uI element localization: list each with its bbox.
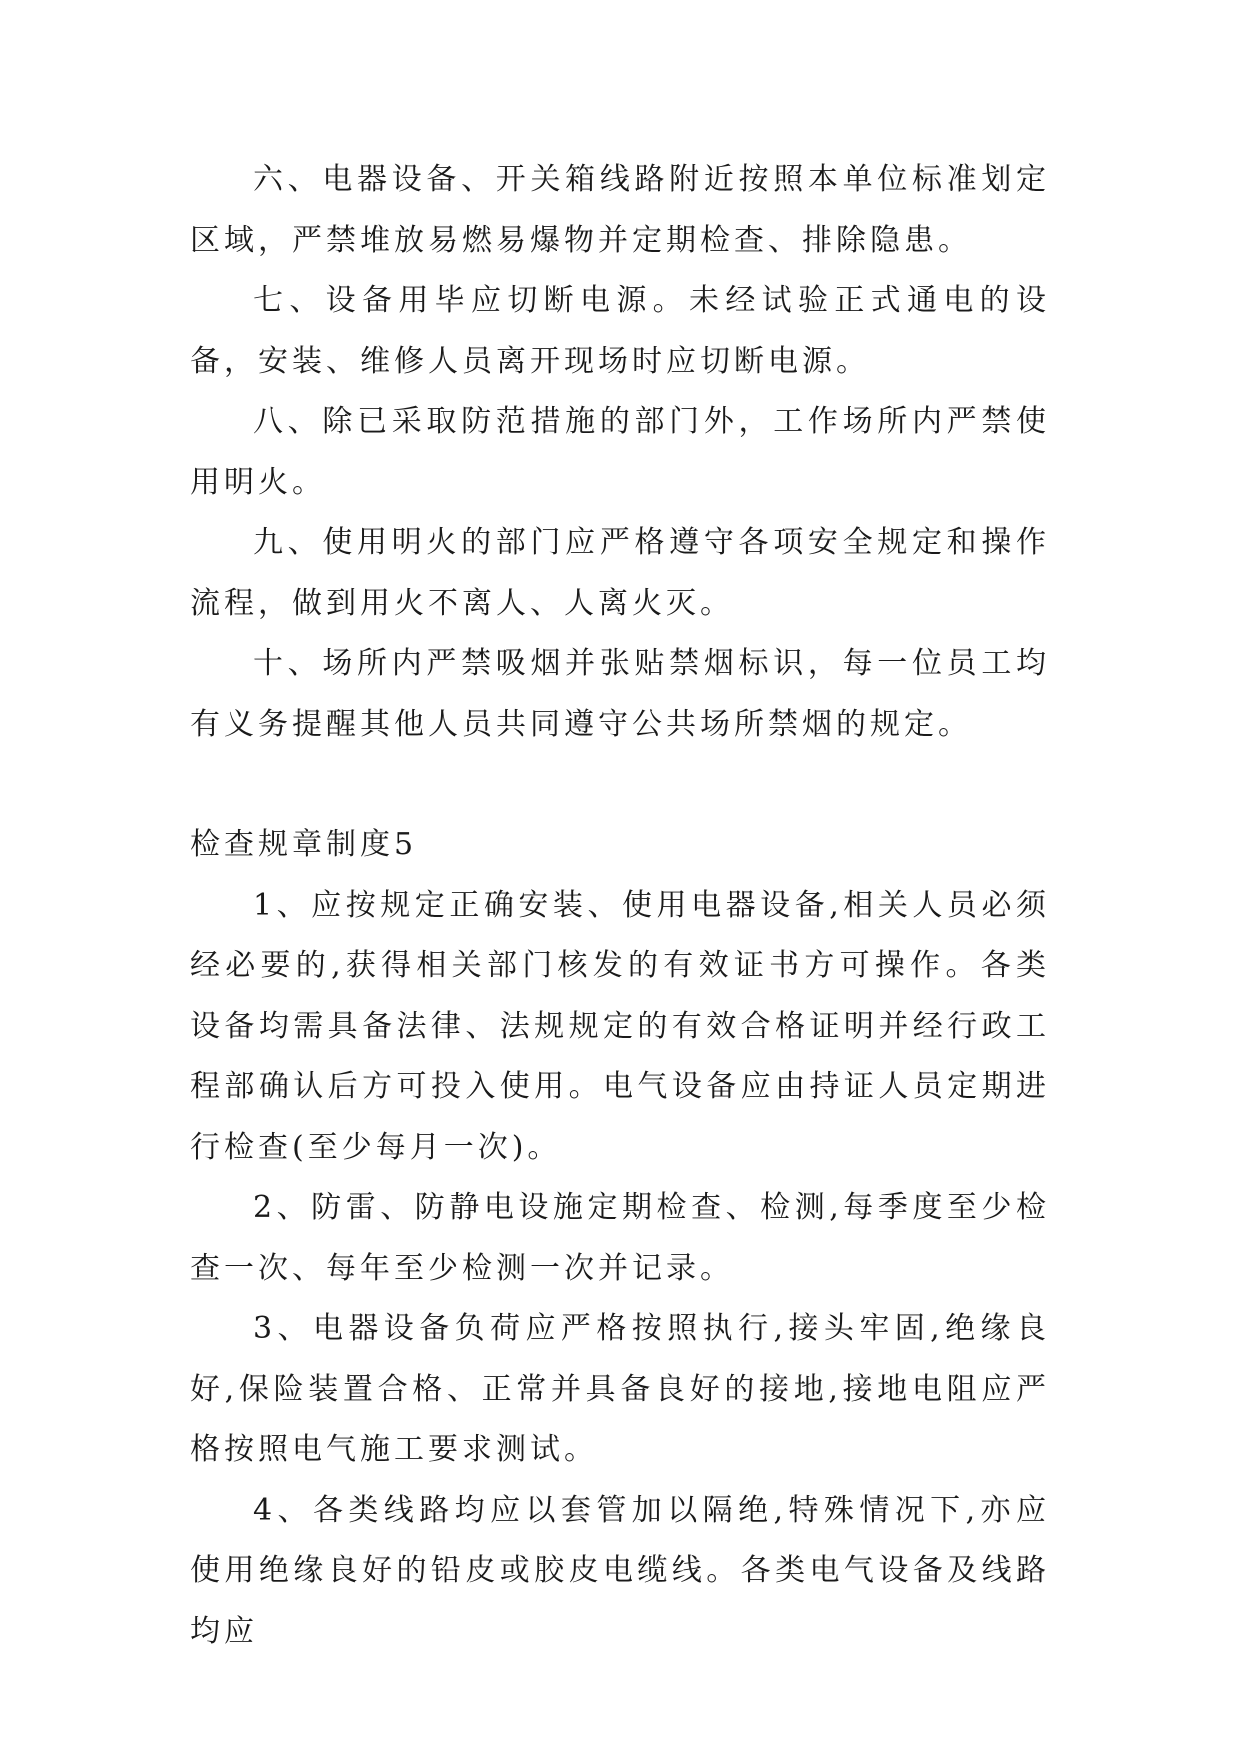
document-body xyxy=(190,150,1050,1662)
paragraph-item-3: 3、电器设备负荷应严格按照执行,接头牢固,绝缘良好,保险装置合格、正常并具备良好的接地,接地电阻应严格按照电气施工要求测试。 xyxy=(190,1311,1050,1467)
paragraph-item-1: 1、应按规定正确安装、使用电器设备,相关人员必须经必要的,获得相关部门核发的有效证书方可操作。各类设备均需具备法律、法规规定的有效合格证明并经行政工程部确认后方可投入使用。电气设备应由持证人员定期进行检查(至少每月一次)。 xyxy=(190,887,1050,1165)
paragraph-item-4: 4、各类线路均应以套管加以隔绝,特殊情况下,亦应使用绝缘良好的铅皮或胶皮电缆线。各类电气设备及线路均应 xyxy=(190,1492,1050,1649)
paragraph-rule-7: 七、设备用毕应切断电源。未经试验正式通电的设备，安装、维修人员离开现场时应切断电源。 xyxy=(190,283,1050,379)
paragraph-rule-8: 八、除已采取防范措施的部门外，工作场所内严禁使用明火。 xyxy=(190,404,1050,500)
section-heading: 检查规章制度5 xyxy=(190,827,418,862)
paragraph-rule-9: 九、使用明火的部门应严格遵守各项安全规定和操作流程，做到用火不离人、人离火灭。 xyxy=(190,525,1050,621)
paragraph-rule-10: 十、场所内严禁吸烟并张贴禁烟标识，每一位员工均有义务提醒其他人员共同遵守公共场所禁烟的规定。 xyxy=(190,646,1050,742)
paragraph-rule-6: 六、电器设备、开关箱线路附近按照本单位标准划定区域，严禁堆放易燃易爆物并定期检查、排除隐患。 xyxy=(190,162,1050,258)
paragraph-item-2: 2、防雷、防静电设施定期检查、检测,每季度至少检查一次、每年至少检测一次并记录。 xyxy=(190,1190,1050,1286)
